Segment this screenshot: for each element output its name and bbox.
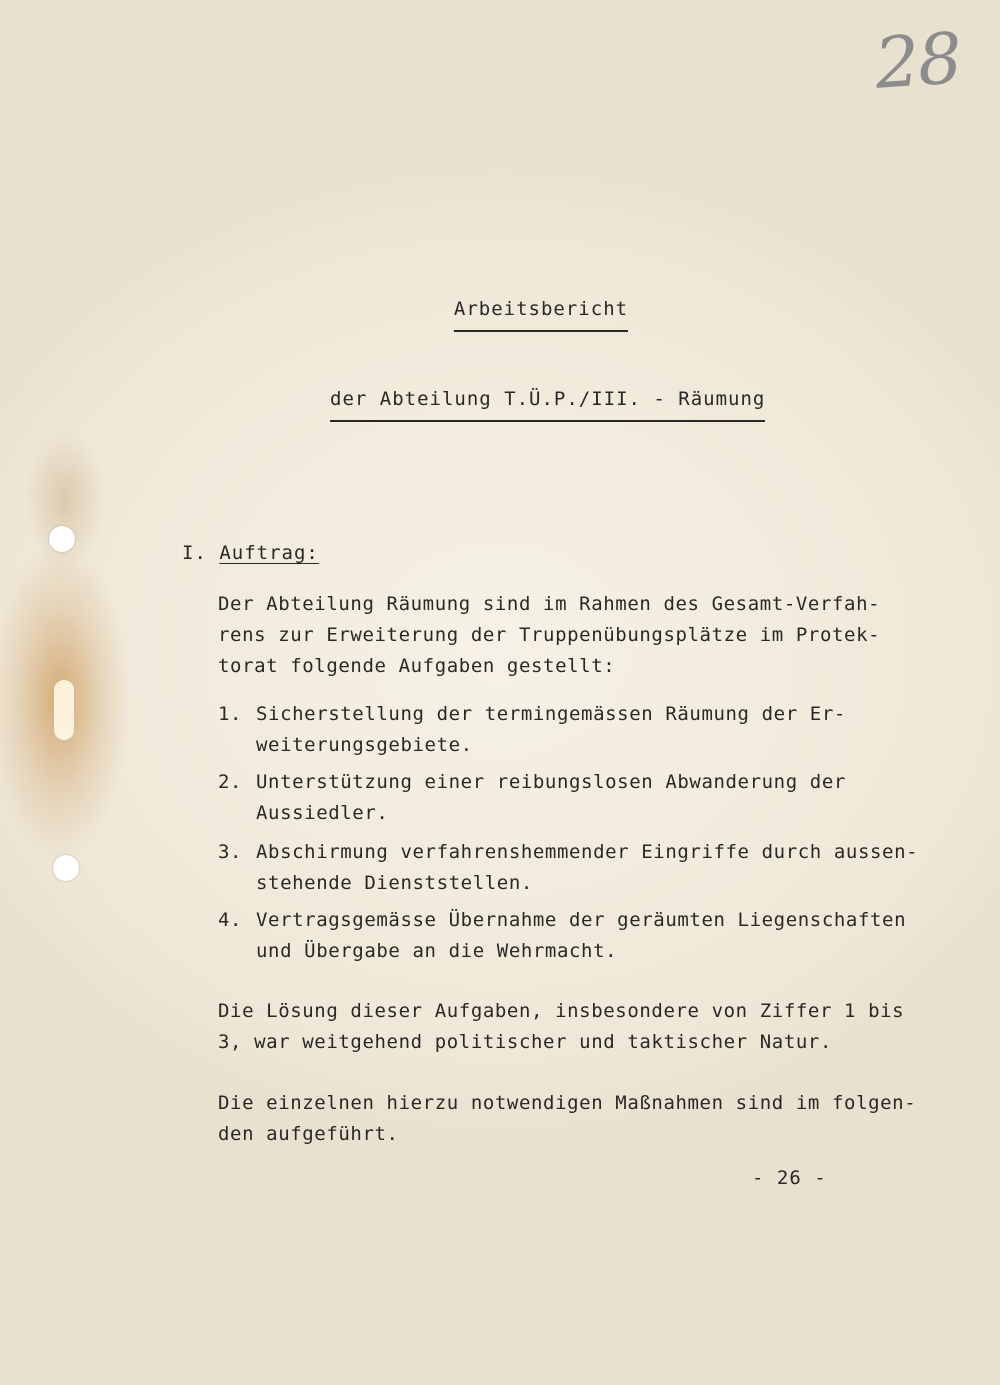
document-subtitle: der Abteilung T.Ü.P./III. - Räumung	[330, 388, 765, 422]
section-number: I.	[182, 542, 207, 564]
list-item-text: Sicherstellung der termingemässen Räumung der Er- weiterungsgebiete.	[256, 703, 846, 756]
handwritten-folio-number: 28	[872, 17, 963, 105]
list-item-text: Abschirmung verfahrenshemmender Eingriffe durch aussen- stehende Dienststellen.	[256, 841, 919, 894]
list-item-number: 2.	[218, 771, 243, 793]
list-item-number: 3.	[218, 841, 243, 863]
list-item-number: 4.	[218, 909, 243, 931]
section-heading	[182, 542, 319, 564]
document-title-text: Arbeitsbericht	[454, 298, 628, 332]
closing-paragraph: Die einzelnen hierzu notwendigen Maßnahmen sind im folgen- den aufgeführt.	[218, 1092, 917, 1145]
list-item-text: Unterstützung einer reibungslosen Abwanderung der Aussiedler.	[256, 771, 846, 824]
list-item-number: 1.	[218, 703, 243, 725]
document-title	[0, 298, 1000, 332]
section-heading-text: Auftrag:	[219, 542, 319, 564]
intro-paragraph: Der Abteilung Räumung sind im Rahmen des Gesamt-Verfah- rens zur Erweiterung der Truppenübungsplätze im Protek- torat folgende Aufgaben gestellt:	[218, 593, 881, 677]
punch-hole-top	[49, 526, 75, 552]
summary-paragraph: Die Lösung dieser Aufgaben, insbesondere von Ziffer 1 bis 3, war weitgehend politischer und taktischer Natur.	[218, 1000, 905, 1053]
punch-hole-bottom	[53, 855, 79, 881]
list-item-text: Vertragsgemässe Übernahme der geräumten Liegenschaften und Übergabe an die Wehrmacht.	[256, 909, 907, 962]
burn-mark	[54, 680, 74, 740]
page-number: - 26 -	[752, 1167, 827, 1189]
